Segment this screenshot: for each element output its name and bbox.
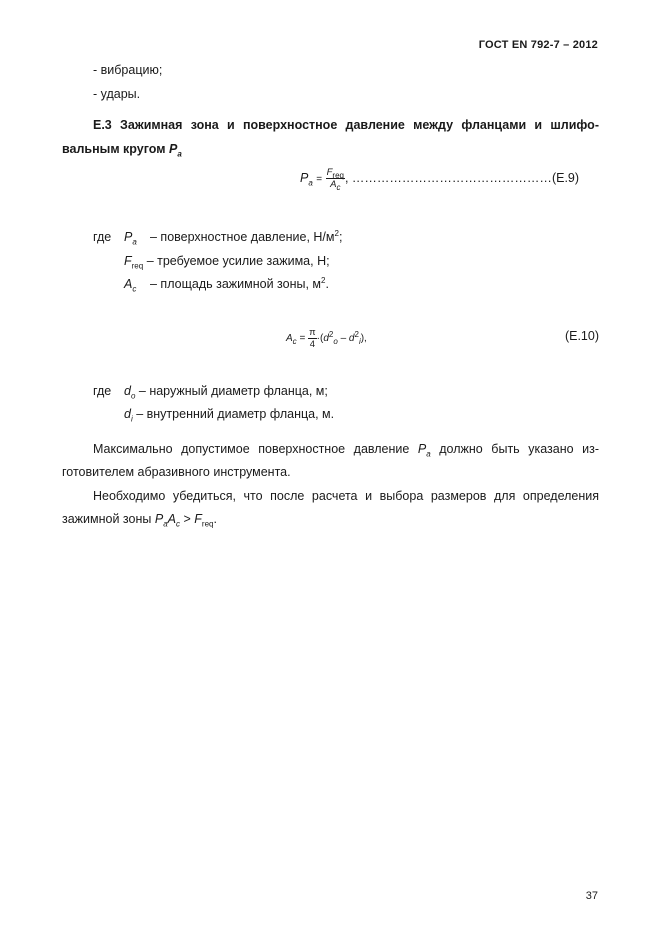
- document-header: ГОСТ EN 792-7 – 2012: [478, 39, 598, 51]
- eq-lhs: A: [286, 333, 293, 345]
- symbol-description: – поверхностное давление, $Н/м^2$;: [150, 228, 343, 244]
- symbol-description: – требуемое усилие зажима, Н;: [146, 254, 330, 268]
- power: 2: [354, 329, 359, 339]
- page-number: 37: [585, 890, 598, 902]
- equation-number: (Е.10): [564, 329, 599, 343]
- symbol: $P_a$: [124, 230, 137, 247]
- dot: ·: [316, 333, 320, 345]
- section-number: Е.3: [93, 118, 112, 132]
- symbol-description: – наружный диаметр фланца, м;: [138, 384, 328, 398]
- denominator-sub: c: [336, 182, 341, 192]
- symbol-description: – площадь зажимной зоны, $м^2$.: [150, 275, 329, 291]
- paragraph: Необходимо убедиться, что после расчета и выбора размеров для определения зажимной зоны $P_aA_c > F_{req}$.: [62, 489, 599, 529]
- symbol: $A_c$: [124, 277, 137, 294]
- paragraph: Максимально допустимое поверхностное давление $P_a$ должно быть указано из-готовителем абразивного инструмента.: [62, 442, 599, 479]
- where-label: где: [93, 384, 112, 398]
- section-title-symbol: P: [168, 142, 178, 156]
- equation-number: (Е.9): [551, 170, 580, 185]
- eq-lhs: P: [300, 170, 309, 185]
- section-title-symbol-sub: a: [177, 149, 182, 159]
- d-inner: d: [348, 333, 355, 345]
- symbol-description: – внутренний диаметр фланца, м.: [136, 407, 335, 421]
- minus: –: [340, 333, 347, 345]
- list-item: - вибрацию;: [93, 63, 163, 77]
- denominator: 4: [309, 339, 315, 350]
- section-heading: [62, 113, 599, 161]
- pi: π: [309, 327, 316, 338]
- paren-open: (: [319, 333, 324, 345]
- equation-e9: [300, 167, 579, 190]
- dot-leader: , …………………………………………: [344, 170, 552, 185]
- sub-i: i: [358, 337, 361, 347]
- eq-sign: =: [316, 173, 323, 185]
- paren-close: ),: [360, 333, 367, 345]
- sub-o: o: [333, 337, 338, 347]
- numerator-sub: req: [332, 170, 344, 180]
- equation-e10: $A_c$ = $\frac{\pi}{4}$ $\cdot(d^2_o - d^2_i)$,: [286, 327, 367, 350]
- eq-lhs-sub: a: [308, 178, 313, 188]
- list-item: - удары.: [93, 87, 141, 101]
- eq-sign: =: [299, 333, 306, 345]
- symbol: $F_{req}$ – требуемое усилие зажима, Н;: [124, 254, 330, 271]
- section-title-line1: Зажимная зона и поверхностное давление между фланцами и шлифо-: [120, 118, 599, 132]
- symbol: $d_o$ – наружный диаметр фланца, м;: [124, 384, 328, 401]
- d-outer: d: [323, 333, 329, 345]
- section-title-line2: вальным кругом: [62, 142, 166, 156]
- symbol: $d_i$ – внутренний диаметр фланца, м.: [124, 407, 335, 424]
- fraction: [326, 167, 345, 190]
- fraction: [308, 327, 317, 350]
- power: 2: [328, 329, 334, 339]
- numerator: F: [326, 167, 333, 178]
- where-label: где: [93, 230, 112, 244]
- denominator: A: [330, 179, 337, 190]
